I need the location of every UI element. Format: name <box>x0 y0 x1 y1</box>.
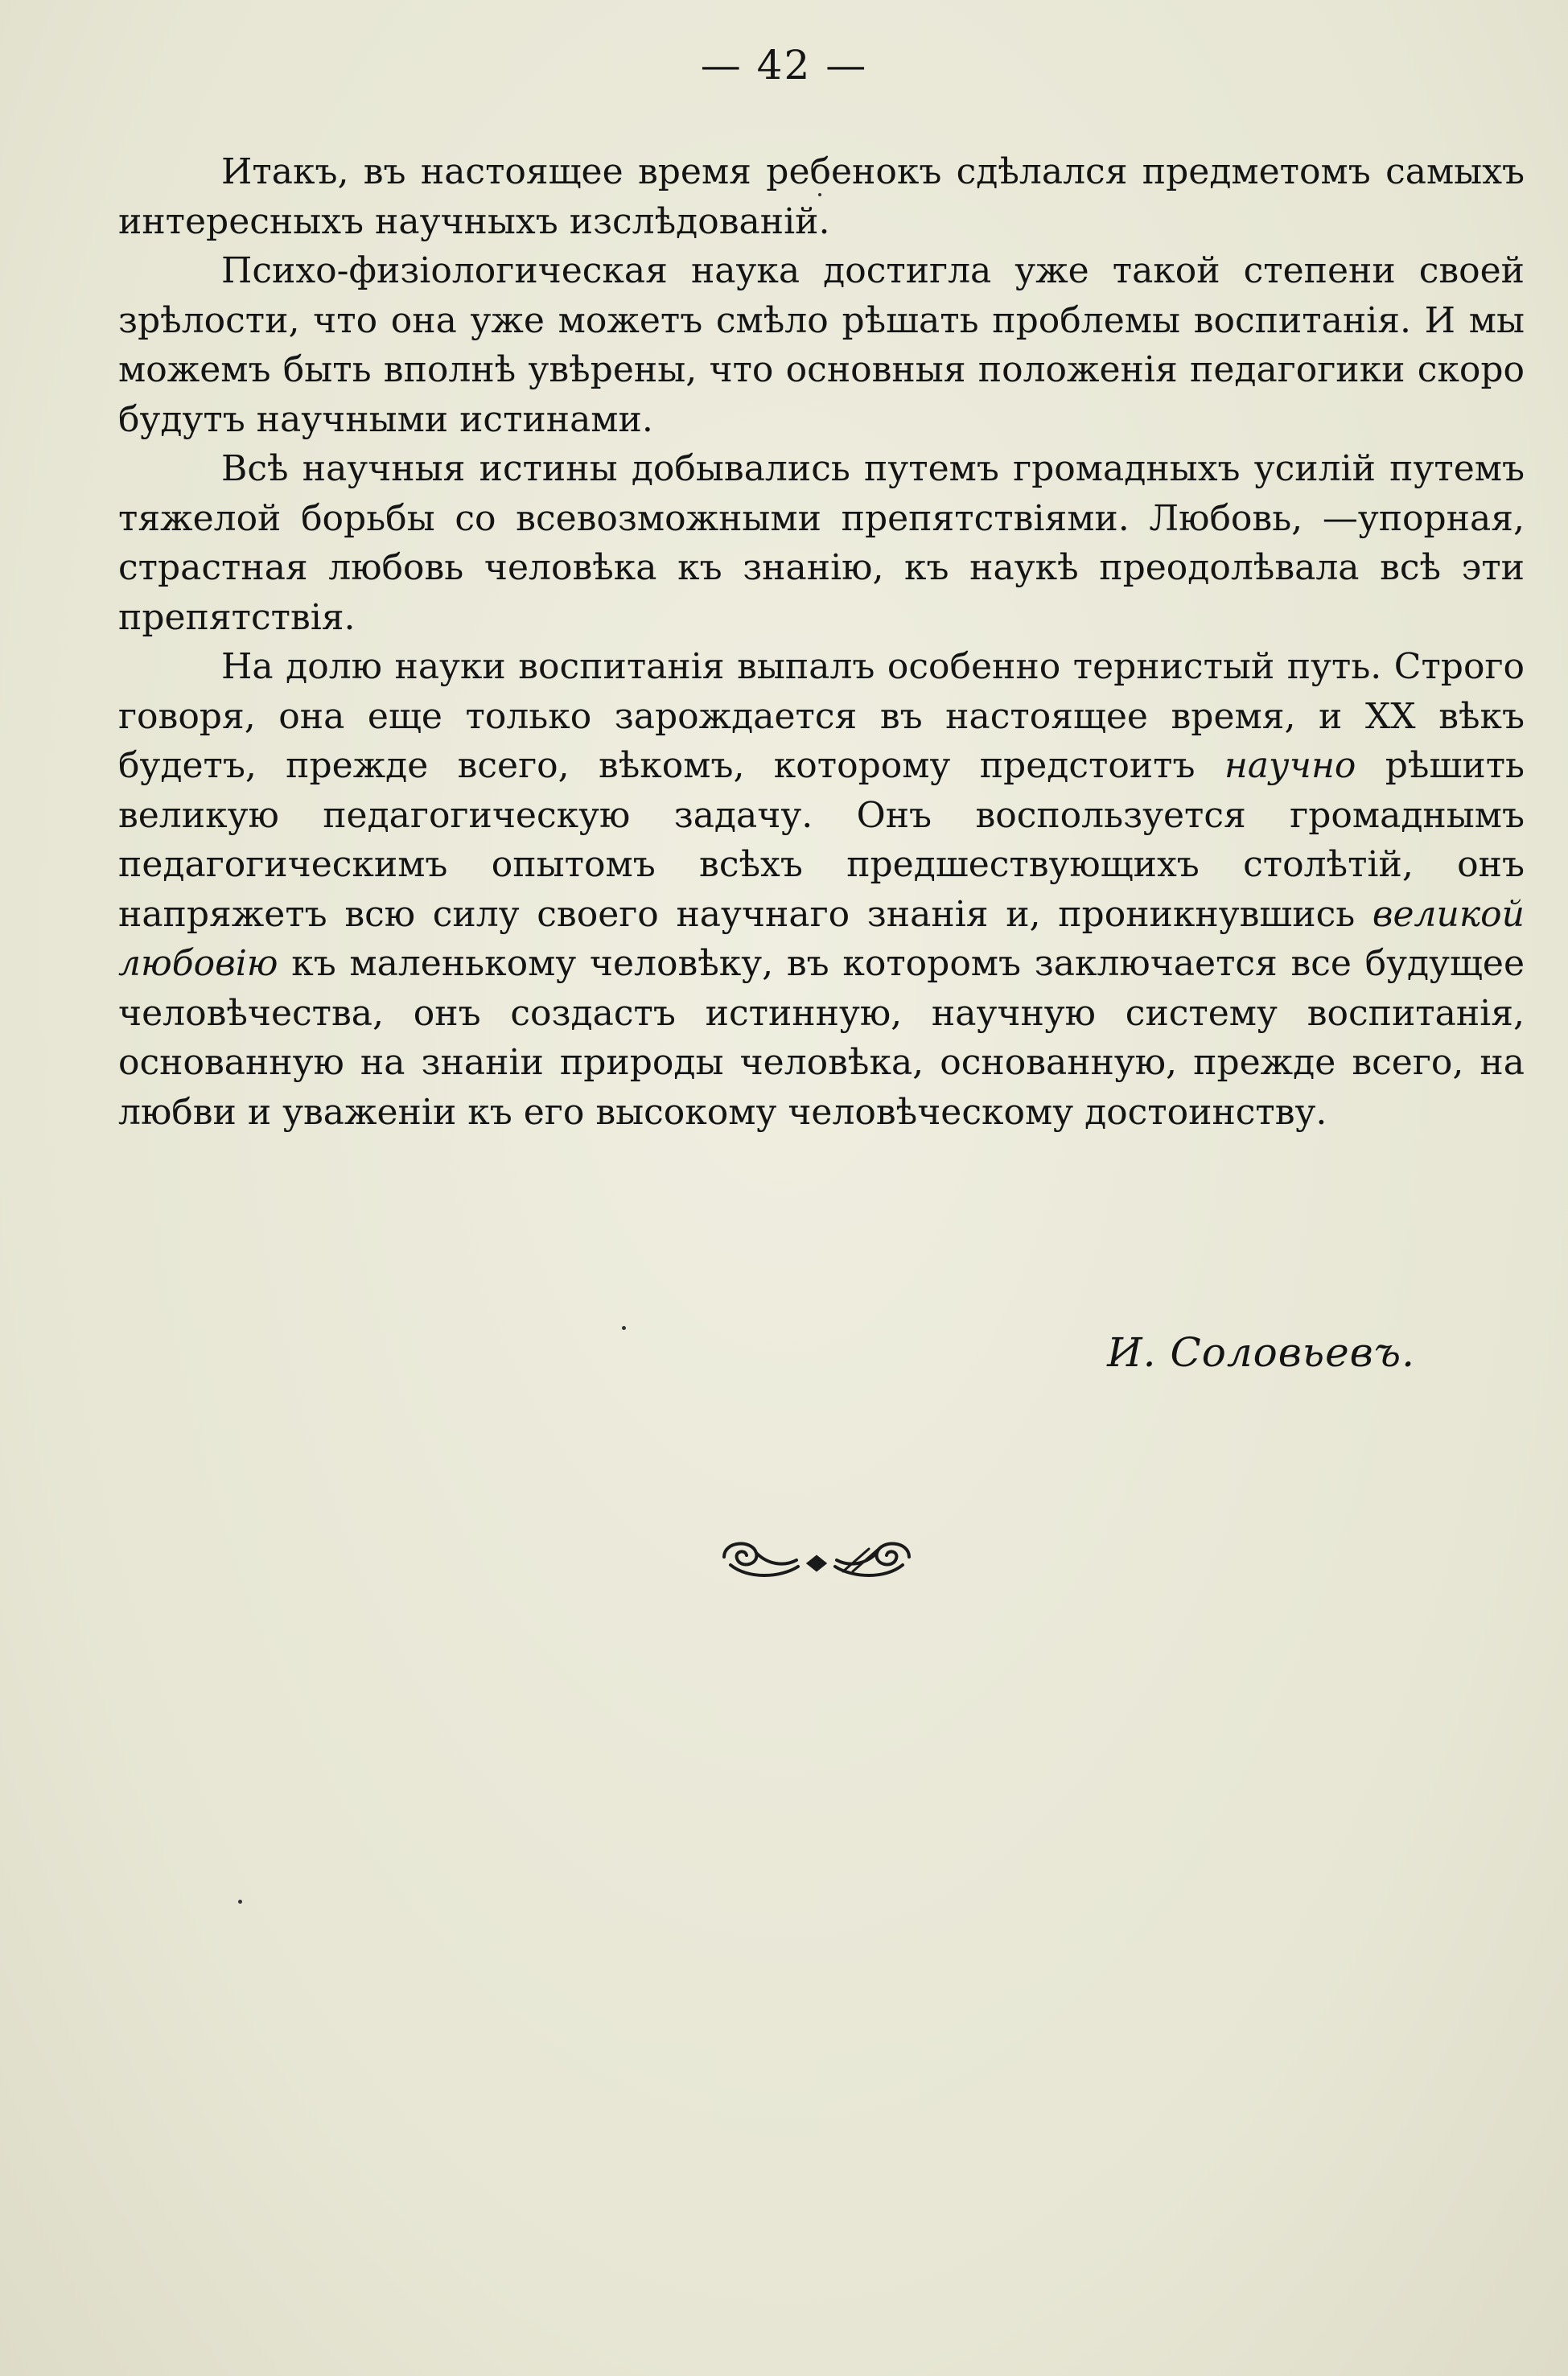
paper-speck <box>238 1900 242 1904</box>
text-run: рѣшить великую педагогическую задачу. Онъ воспользуется громаднымъ педагогическимъ опытомъ всѣхъ предшествующихъ столѣтій, онъ напряжетъ всю силу своего научнаго знанія и, проникнувшись <box>118 745 1525 935</box>
paragraph <box>118 642 1525 1137</box>
paper-speck <box>622 1326 626 1330</box>
italic-text-run: научно <box>1224 745 1356 786</box>
page-number: — 42 — <box>700 42 868 89</box>
scroll-ornament-icon <box>708 1525 925 1589</box>
paper-speck <box>818 193 821 196</box>
author-signature: И. Соловьевъ. <box>1107 1329 1415 1376</box>
text-run: Всѣ научныя истины добывались путемъ громадныхъ усилій путемъ тяжелой борьбы со всевозможными препятствіями. Любовь, —упорная, страстная любовь человѣка къ знанію, къ наукѣ преодолѣвала всѣ эти препятствія. <box>118 448 1525 638</box>
text-run: къ маленькому человѣку, въ которомъ заключается все будущее человѣчества, онъ создастъ истинную, научную систему воспитанія, основанную на знаніи природы человѣка, основанную, прежде всего, на любви и уваженіи къ его высокому человѣческому достоинству. <box>118 943 1525 1133</box>
text-run: Психо-физiологическая наука достигла уже такой степени своей зрѣлости, что она уже можетъ смѣло рѣшать проблемы воспитанія. И мы можемъ быть вполнѣ увѣрены, что основныя положенія педагогики скоро будутъ научными истинами. <box>118 250 1525 440</box>
body-text <box>118 147 1525 1137</box>
text-run: Итакъ, въ настоящее время ребенокъ сдѣлался предметомъ самыхъ интересныхъ научныхъ изслѣдованій. <box>118 151 1525 242</box>
paragraph <box>118 246 1525 444</box>
italic-text-run: великой любовiю <box>118 893 1525 984</box>
text-run: На долю науки воспитанія выпалъ особенно тернистый путь. Строго говоря, она еще только зарождается въ настоящее время, и XX вѣкъ будетъ, прежде всего, вѣкомъ, которому предстоитъ <box>118 646 1525 786</box>
paragraph <box>118 147 1525 246</box>
paragraph <box>118 444 1525 642</box>
